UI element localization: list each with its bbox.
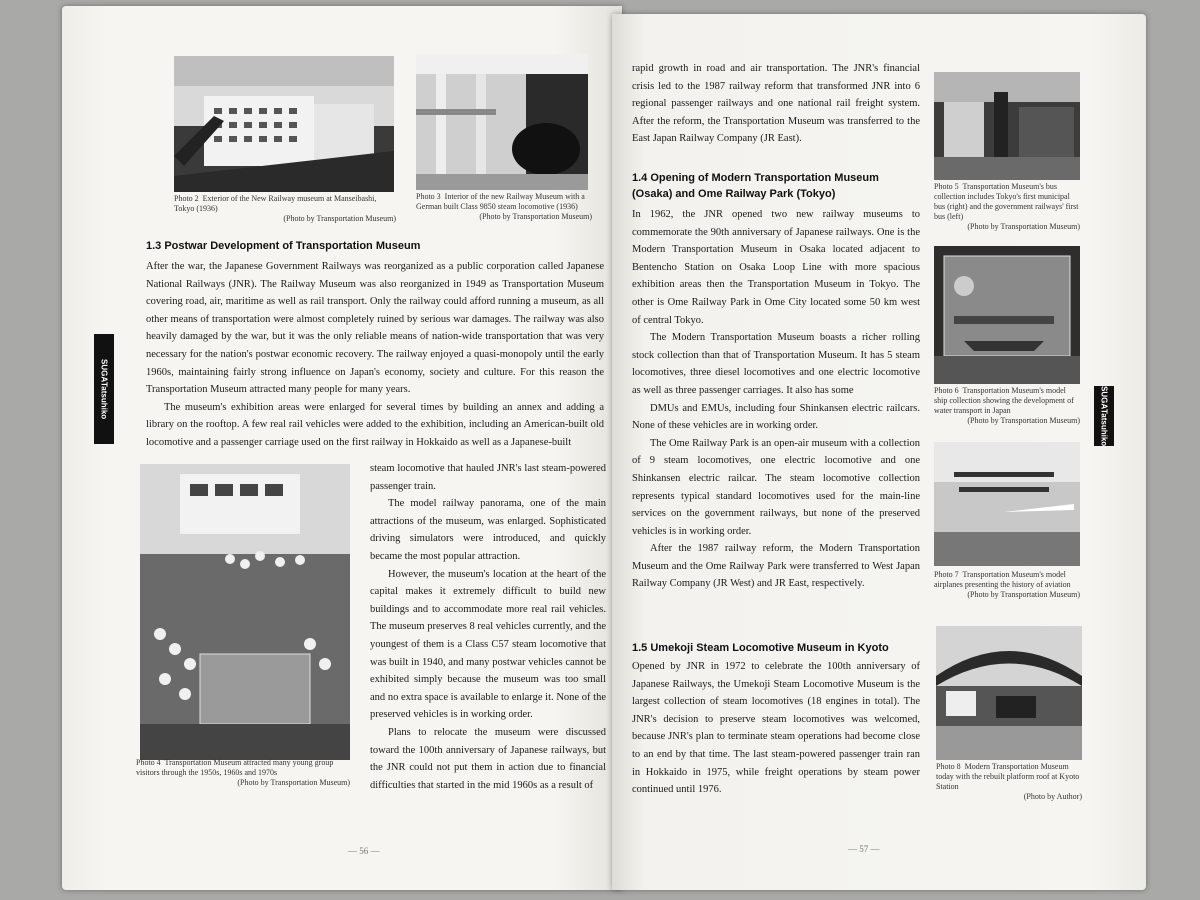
left-body-text (146, 258, 604, 452)
tab-line-1: SUGA (1099, 385, 1109, 409)
tab-line-2: Tatsuhiko (99, 381, 109, 420)
paragraph: The museum's exhibition areas were enlarged for several times by building an annex and adding a library on the rooftop. A few real rail vehicles were added to the exhibition, including an American-built old locomotive and a passenger carriage used on the first railway in Hokkaido as well as a Japanese-built (146, 401, 604, 448)
photo-5-credit: (Photo by Transportation Museum) (967, 222, 1080, 231)
photo-4-caption (136, 758, 350, 788)
museum-interior-illustration (416, 54, 588, 190)
building-exterior-illustration (174, 56, 394, 192)
paragraph: The Modern Transportation Museum boasts a richer rolling stock collection than that of Transportation Museum. It has 5 steam locomotives, three diesel locomotives and one electric locomotive as well as three passenger carriages. It also has some (632, 332, 920, 396)
left-column-text (370, 460, 606, 794)
photo-2-building-exterior (174, 56, 394, 192)
paragraph: The Ome Railway Park is an open-air museum with a collection of 9 steam locomotives, one electric locomotive and one Shinkansen electric railcar. The steam locomotive collection represents typical standard locomotives used for the main-line services on the government railways, but none of the preserved vehicles is in working order. (632, 437, 920, 537)
paragraph: However, the museum's location at the heart of the capital makes it extremely difficult to build new buildings and to accommodate more real rail vehicles. The museum preserves 8 real vehicles currently, and the youngest of them is a Class C57 steam locomotive that was built in 1940, and many postwar vehicles cannot be exhibited simply because the museum was too small and no extra space is available to enlarge it. None of the preserved vehicles is in working order. (370, 568, 606, 721)
photo-4-label: Photo 4 (136, 758, 161, 767)
photo-7-model-airplanes (934, 442, 1080, 566)
paragraph: DMUs and EMUs, including four Shinkansen electric railcars. None of these vehicles are in working order. (632, 402, 920, 432)
photo-8-credit: (Photo by Author) (1023, 792, 1082, 801)
model-ships-illustration (934, 246, 1080, 384)
photo-8-text: Modern Transportation Museum today with the rebuilt platform roof at Kyoto Station (936, 762, 1080, 791)
paragraph: After the war, the Japanese Government Railways was reorganized as a public corporation called Japanese National Railways (JNR). The Railway Museum was also reorganized in 1949 as Transportation Museum covering road, air, maritime as well as rail transport. Only the railway could afford running a museum, as all other means of transportation were almost completely ruined by serious war damages. The railway was also heavily damaged by the war, but it was the only reliable means of nation-wide transportation that was very necessary for the nation's postwar economic recovery. The railway enjoyed a quasi-monopoly until the early 1960s, maintaining fairly strong influence on Japan's economy, society and culture. For this reason the Transportation Museum attracted many people for many years. (146, 261, 604, 396)
right-section-1-4-text (632, 206, 920, 593)
photo-5-bus-collection (934, 72, 1080, 180)
paragraph: In 1962, the JNR opened two new railway museums to commemorate the 90th anniversary of Japanese railways. One is the Modern Transportation Museum in Osaka located adjacent to Bentencho Station on Osaka Loop Line with more spacious exhibition areas then the Transportation Museum in Tokyo. The other is Ome Railway Park in Ome City located some 50 km west of central Tokyo. (632, 209, 920, 326)
photo-7-label: Photo 7 (934, 570, 959, 579)
photo-8-caption (936, 762, 1082, 802)
visitors-illustration (140, 464, 350, 760)
photo-5-text: Transportation Museum's bus collection includes Tokyo's first municipal bus (right) and the government railways' first bus (left) (934, 182, 1079, 221)
left-page (62, 6, 622, 890)
right-section-1-5-text (632, 658, 920, 799)
section-heading-1-3: 1.3 Postwar Development of Transportation Museum (146, 240, 421, 252)
paragraph: Plans to relocate the museum were discussed toward the 100th anniversary of Japanese railways, but the JNR could not put them in action due to financial difficulties that started in the mid 1960s as a result of (370, 726, 606, 791)
page-number-left: — 56 — (348, 846, 380, 856)
photo-6-text: Transportation Museum's model ship collection showing the development of water transport in Japan (934, 386, 1074, 415)
right-intro-text (632, 60, 920, 148)
model-airplanes-illustration (934, 442, 1080, 566)
photo-6-caption (934, 386, 1080, 426)
photo-4-text: Transportation Museum attracted many young group visitors through the 1950s, 1960s and 1970s (136, 758, 334, 777)
paragraph: After the 1987 railway reform, the Modern Transportation Museum and the Ome Railway Park were transferred to West Japan Railway Company (JR West) and JR East, respectively. (632, 543, 920, 590)
paragraph: The model railway panorama, one of the main attractions of the museum, was enlarged. Sophisticated driving simulators were introduced, and quickly became the most popular attraction. (370, 498, 606, 562)
photo-5-label: Photo 5 (934, 182, 959, 191)
section-heading-1-5: 1.5 Umekoji Steam Locomotive Museum in Kyoto (632, 642, 889, 654)
photo-7-caption (934, 570, 1080, 600)
photo-6-credit: (Photo by Transportation Museum) (967, 416, 1080, 425)
photo-3-text: Interior of the new Railway Museum with a German built Class 9850 steam locomotive (1936) (416, 192, 585, 211)
bus-collection-illustration (934, 72, 1080, 180)
photo-2-caption (174, 194, 396, 224)
paragraph: Opened by JNR in 1972 to celebrate the 100th anniversary of Japanese Railways, the Umekoji Steam Locomotive Museum is the largest collection of steam locomotives (18 engines in total). The JNR's decision to preserve steam locomotives was welcomed, because JNR's plan to terminate steam operations had become close to an end by that time. The last steam-powered passenger train ran in Hokkaido in 1975, while freight operations by steam power continued until 1976. (632, 661, 920, 796)
chapter-tab-right (1094, 386, 1114, 446)
tab-line-2: Tatsuhiko (1099, 408, 1109, 447)
section-heading-1-4: 1.4 Opening of Modern Transportation Museum (Osaka) and Ome Railway Park (Tokyo) (632, 172, 879, 200)
paragraph: rapid growth in road and air transportation. The JNR's financial crisis led to the 1987 railway reform that transformed JNR into 6 regional passenger railways and one national rail freight system. After the reform, the Transportation Museum was transferred to the East Japan Railway Company (JR East). (632, 63, 920, 145)
photo-4-young-visitors (140, 464, 350, 760)
photo-3-caption (416, 192, 592, 222)
photo-6-label: Photo 6 (934, 386, 959, 395)
page-number-right: — 57 — (848, 844, 880, 854)
photo-7-text: Transportation Museum's model airplanes presenting the history of aviation (934, 570, 1071, 589)
photo-2-label: Photo 2 (174, 194, 199, 203)
photo-3-museum-interior (416, 54, 588, 190)
photo-3-credit: (Photo by Transportation Museum) (479, 212, 592, 221)
tab-line-1: SUGA (99, 358, 109, 382)
photo-6-model-ships (934, 246, 1080, 384)
photo-2-credit: (Photo by Transportation Museum) (283, 214, 396, 223)
photo-8-label: Photo 8 (936, 762, 961, 771)
photo-8-platform-roof (936, 626, 1082, 760)
platform-roof-illustration (936, 626, 1082, 760)
photo-5-caption (934, 182, 1080, 232)
photo-3-label: Photo 3 (416, 192, 441, 201)
photo-4-credit: (Photo by Transportation Museum) (237, 778, 350, 787)
right-page (612, 14, 1146, 890)
paragraph: steam locomotive that hauled JNR's last steam-powered passenger train. (370, 463, 606, 492)
chapter-tab-left (94, 334, 114, 444)
photo-7-credit: (Photo by Transportation Museum) (967, 590, 1080, 599)
photo-2-text: Exterior of the New Railway museum at Manseibashi, Tokyo (1936) (174, 194, 377, 213)
